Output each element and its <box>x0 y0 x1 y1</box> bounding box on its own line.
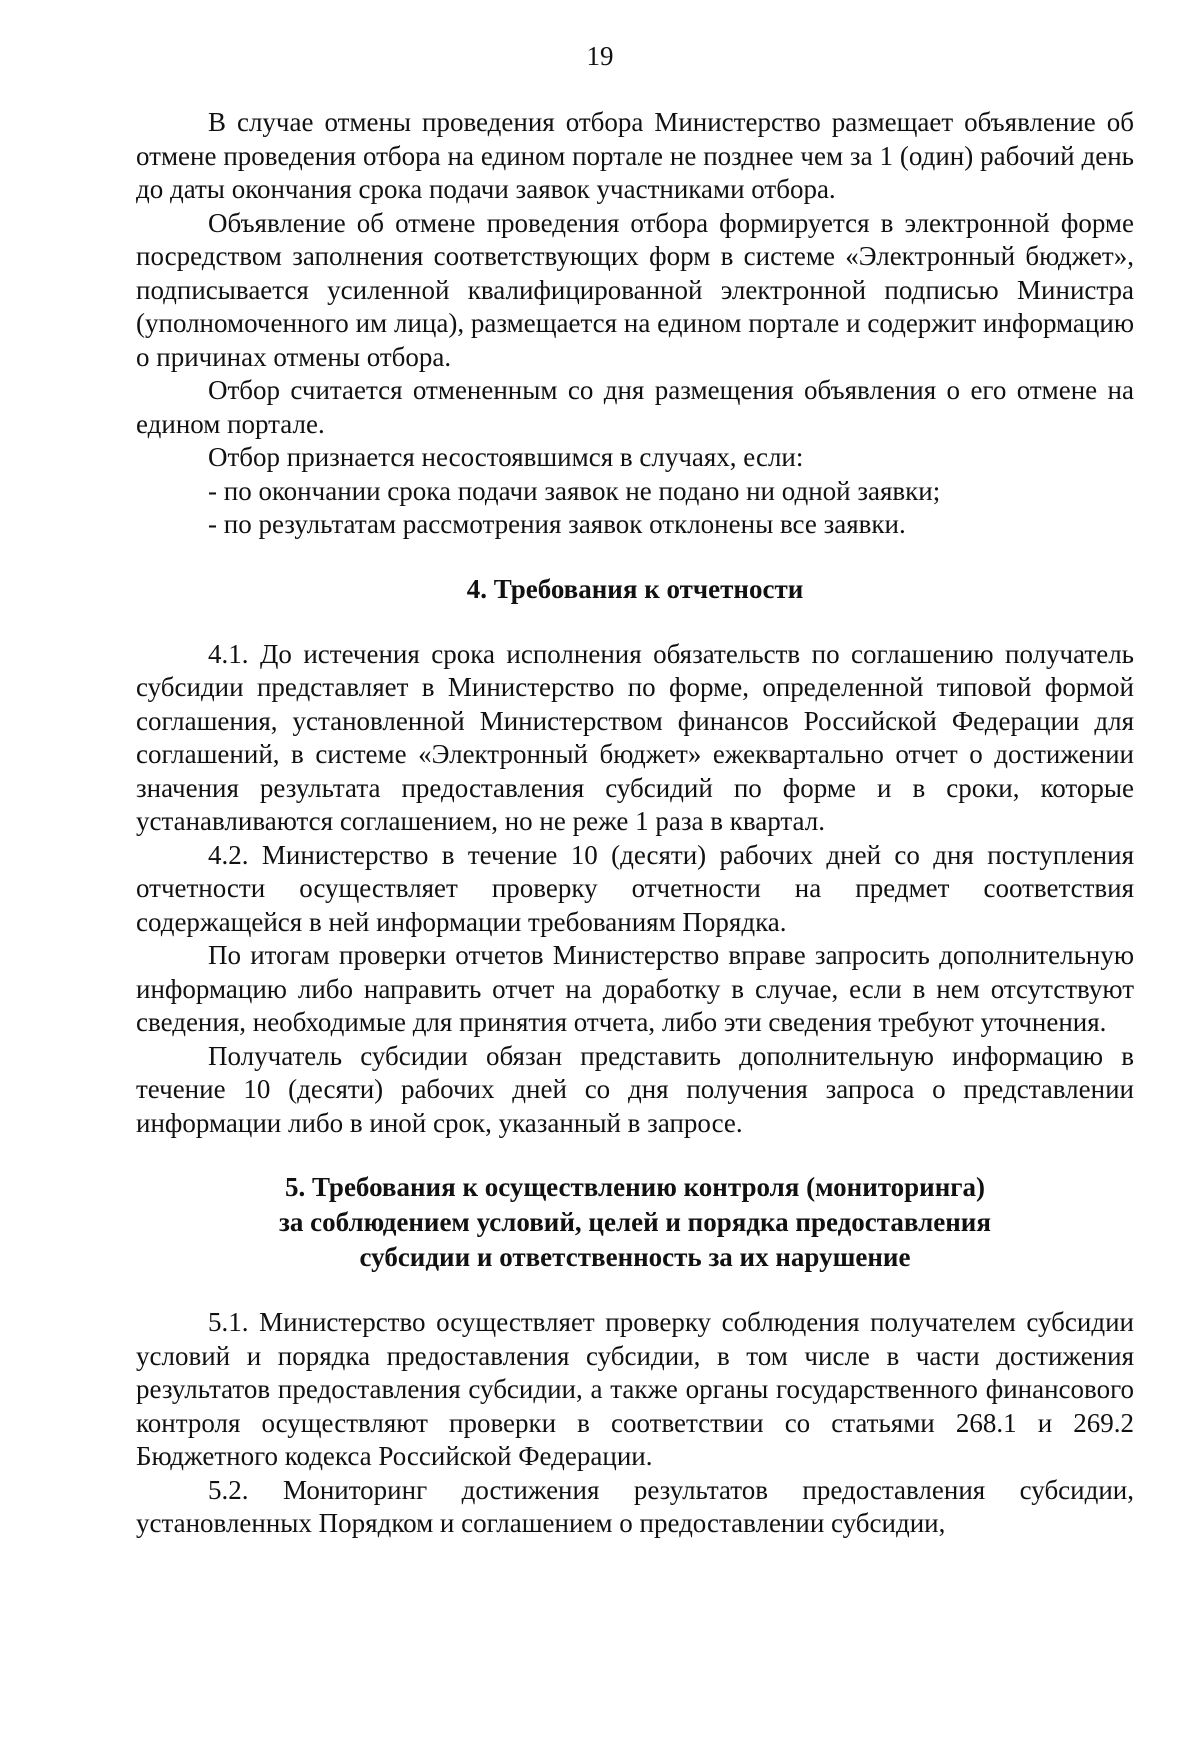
section-5-heading-line: 5. Требования к осуществлению контроля (мониторинга) <box>284 1172 986 1202</box>
paragraph-additional-info: Получатель субсидии обязан представить дополнительную информацию в течение 10 (десяти) рабочих дней со дня получения запроса о представлении информации либо в иной срок, указанный в запросе. <box>136 1040 1134 1138</box>
paragraph-report-check: По итогам проверки отчетов Министерство вправе запросить дополнительную информацию либо направить отчет на доработку в случае, если в нем отсутствуют сведения, необходимые для принятия отчета, либо эти сведения требуют уточнения. <box>136 940 1134 1037</box>
paragraph-cancellation-announcement: Объявление об отмене проведения отбора формируется в электронной форме посредством заполнения соответствующих форм в системе «Электронный бюджет», подписывается усиленной квалифицированной электронной подписью Министра (уполномоченного им лица), размещается на едином портале и содержит информацию о причинах отмены отбора. <box>136 207 1134 372</box>
paragraph-selection-failed: Отбор признается несостоявшимся в случаях, если: <box>208 442 804 472</box>
paragraph-4-2: 4.2. Министерство в течение 10 (десяти) рабочих дней со дня поступления отчетности осуществляет проверку отчетности на предмет соответствия содержащейся в ней информации требованиям Порядка. <box>136 839 1134 937</box>
list-item: - по результатам рассмотрения заявок отклонены все заявки. <box>208 509 906 539</box>
paragraph-selection-cancelled: Отбор считается отмененным со дня размещения объявления о его отмене на едином портале. <box>136 375 1134 439</box>
section-5-heading-line: за соблюдением условий, целей и порядка предоставления <box>279 1207 991 1237</box>
paragraph-4-1: 4.1. До истечения срока исполнения обязательств по соглашению получатель субсидии представляет в Министерство по форме, определенной типовой формой соглашения, установленной Министерством финансов Российской Федерации для соглашений, в системе «Электронный бюджет» ежеквартально отчет о достижении значения результата предоставления субсидий по форме и в сроки, которые устанавливаются соглашением, но не реже 1 раза в квартал. <box>136 638 1134 836</box>
page-number: 19 <box>586 41 614 71</box>
section-5-heading <box>136 1170 1134 1275</box>
paragraph-5-2: 5.2. Мониторинг достижения результатов предоставления субсидии, установленных Порядком и соглашением о предоставлении субсидии, <box>136 1474 1134 1538</box>
section-4-heading: 4. Требования к отчетности <box>466 573 804 604</box>
section-5-heading-line: субсидии и ответственность за их нарушение <box>359 1242 911 1272</box>
document-body <box>136 106 1134 1541</box>
paragraph-cancellation-notice: В случае отмены проведения отбора Министерство размещает объявление об отмене проведения отбора на едином портале не позднее чем за 1 (один) рабочий день до даты окончания срока подачи заявок участниками отбора. <box>136 107 1134 204</box>
paragraph-5-1: 5.1. Министерство осуществляет проверку соблюдения получателем субсидии условий и порядка предоставления субсидии, в том числе в части достижения результатов предоставления субсидии, а также органы государственного финансового контроля осуществляют проверки в соответствии со статьями 268.1 и 269.2 Бюджетного кодекса Российской Федерации. <box>136 1307 1134 1471</box>
list-item: - по окончании срока подачи заявок не подано ни одной заявки; <box>208 475 941 506</box>
